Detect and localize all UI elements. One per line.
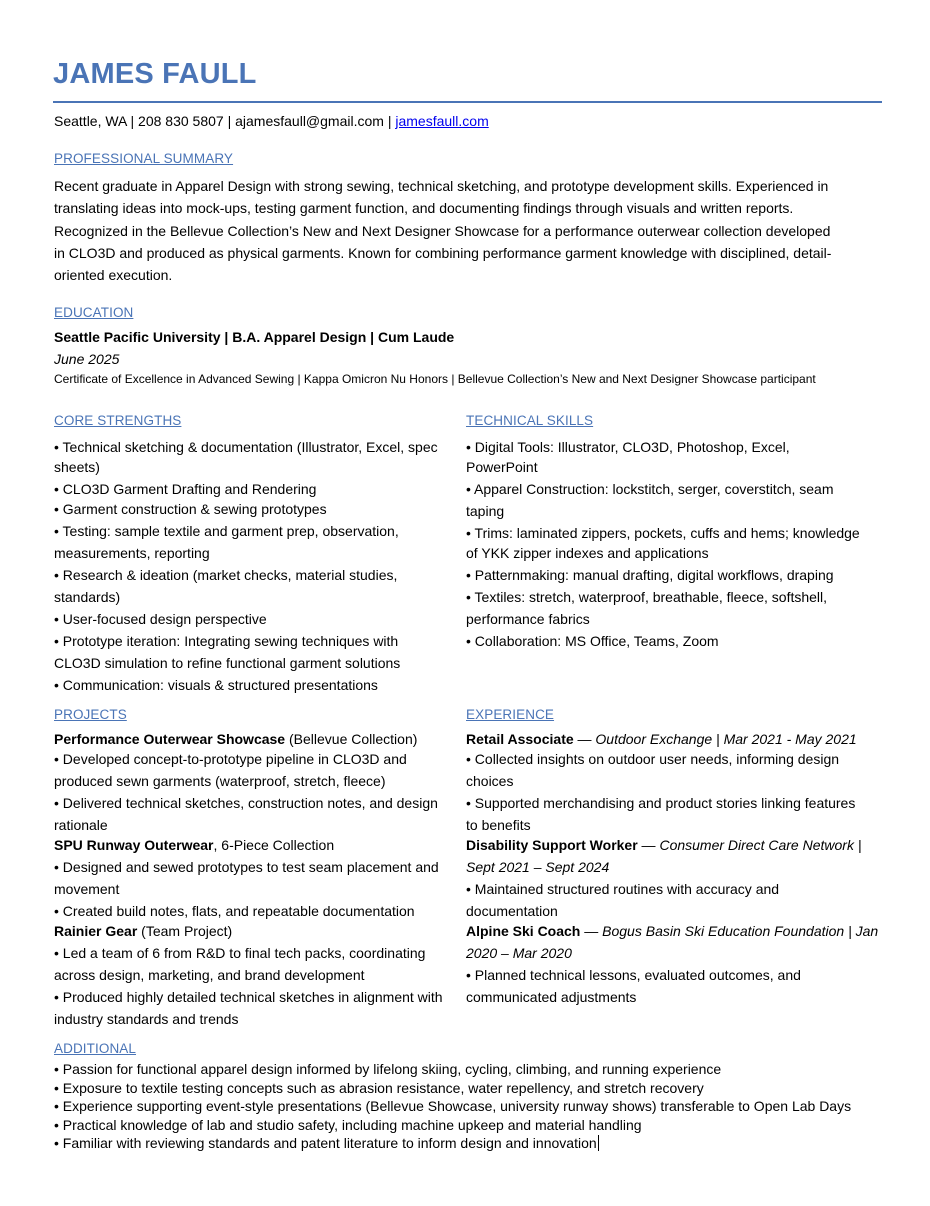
job-meta: Sept 2021 – Sept 2024 <box>466 859 610 875</box>
list-item: • Exposure to textile testing concepts such as abrasion resistance, water repellency, and stretch recovery <box>54 1079 704 1096</box>
list-item: • Technical sketching & documentation (Illustrator, Excel, spec <box>54 439 438 455</box>
list-item: measurements, reporting <box>54 545 210 561</box>
project-title-row <box>54 729 443 749</box>
job-title: Disability Support Worker <box>466 837 638 853</box>
list-item-text: • Familiar with reviewing standards and patent literature to inform design and innovation <box>54 1135 597 1151</box>
list-item: • Planned technical lessons, evaluated outcomes, and <box>466 967 801 983</box>
list-item: • Trims: laminated zippers, pockets, cuffs and hems; knowledge <box>466 525 860 541</box>
experience-list <box>466 729 878 1007</box>
job-meta: Outdoor Exchange | Mar 2021 - May 2021 <box>595 731 857 747</box>
list-item: • Apparel Construction: lockstitch, serger, coverstitch, seam <box>466 481 834 497</box>
list-item: • Textiles: stretch, waterproof, breathable, fleece, softshell, <box>466 589 828 605</box>
list-item: • Collaboration: MS Office, Teams, Zoom <box>466 633 719 649</box>
em-dash: — <box>637 837 660 853</box>
list-item: • Garment construction & sewing prototypes <box>54 501 327 517</box>
list-item: standards) <box>54 589 121 605</box>
list-item: • Testing: sample textile and garment prep, observation, <box>54 523 399 539</box>
em-dash: — <box>573 731 596 747</box>
list-item: PowerPoint <box>466 459 538 475</box>
education-date: June 2025 <box>54 351 120 367</box>
contact-separator: | <box>387 113 392 129</box>
core-strengths-list <box>54 437 438 695</box>
list-item: across design, marketing, and brand development <box>54 967 365 983</box>
contact-line <box>54 112 489 130</box>
list-item: • Developed concept-to-prototype pipeline in CLO3D and <box>54 751 407 767</box>
list-item: • Delivered technical sketches, construction notes, and design <box>54 795 438 811</box>
list-item: • Maintained structured routines with accuracy and <box>466 881 780 897</box>
list-item: • Experience supporting event-style presentations (Bellevue Showcase, university runway shows) transferable to Open Lab Days <box>54 1098 852 1114</box>
list-item: movement <box>54 881 120 897</box>
list-item: • Supported merchandising and product stories linking features <box>466 795 856 811</box>
list-item: • User-focused design perspective <box>54 611 267 627</box>
list-item: • Practical knowledge of lab and studio safety, including machine upkeep and material handling <box>54 1116 642 1133</box>
job-meta: Bogus Basin Ski Education Foundation | Jan <box>602 923 879 939</box>
list-item: • Patternmaking: manual drafting, digital workflows, draping <box>466 567 834 583</box>
text-cursor <box>598 1135 599 1151</box>
project-title: Performance Outerwear Showcase <box>54 731 286 747</box>
list-item: CLO3D simulation to refine functional garment solutions <box>54 655 401 671</box>
list-item: • Digital Tools: Illustrator, CLO3D, Photoshop, Excel, <box>466 439 790 455</box>
list-item: • Led a team of 6 from R&D to final tech packs, coordinating <box>54 945 426 961</box>
summary-line: in CLO3D and produced as physical garments. Known for combining performance garment knowledge with disciplined, detail- <box>54 244 832 261</box>
summary-line: oriented execution. <box>54 267 173 284</box>
project-title-row <box>54 835 443 855</box>
list-item: communicated adjustments <box>466 989 637 1005</box>
header-divider <box>53 101 882 103</box>
list-item: • Passion for functional apparel design informed by lifelong skiing, cycling, climbing, and running experience <box>54 1061 722 1077</box>
list-item: • Designed and sewed prototypes to test seam placement and <box>54 859 439 875</box>
contact-separator: | <box>130 113 135 129</box>
education-school: Seattle Pacific University | B.A. Apparel Design | Cum Laude <box>54 329 455 345</box>
summary-line: translating ideas into mock-ups, testing garment function, and documenting findings through visuals and written reports. <box>54 200 794 217</box>
list-item: to benefits <box>466 817 531 833</box>
list-item: produced sewn garments (waterproof, stretch, fleece) <box>54 773 386 789</box>
job-meta: 2020 – Mar 2020 <box>466 945 572 961</box>
website-link[interactable]: jamesfaull.com <box>395 113 489 129</box>
section-heading-technical-skills: TECHNICAL SKILLS <box>466 413 594 428</box>
additional-list <box>54 1060 851 1153</box>
section-heading-education: EDUCATION <box>54 305 134 320</box>
job-title: Retail Associate <box>466 731 574 747</box>
list-item: • Collected insights on outdoor user needs, informing design <box>466 751 840 767</box>
list-item: • Created build notes, flats, and repeatable documentation <box>54 903 415 919</box>
projects-list <box>54 729 443 1029</box>
summary-line: Recognized in the Bellevue Collection’s New and Next Designer Showcase for a performance outerwear collection developed <box>54 222 831 239</box>
job-meta: Consumer Direct Care Network | <box>659 837 862 853</box>
list-item: documentation <box>466 903 558 919</box>
section-heading-projects: PROJECTS <box>54 707 127 722</box>
summary-line: Recent graduate in Apparel Design with strong sewing, technical sketching, and prototype development skills. Experienced in <box>54 178 829 194</box>
contact-phone: 208 830 5807 <box>138 113 224 129</box>
list-item: taping <box>466 503 505 519</box>
list-item-last[interactable] <box>54 1134 851 1153</box>
list-item: • Research & ideation (market checks, material studies, <box>54 567 398 583</box>
em-dash: — <box>580 923 603 939</box>
list-item: industry standards and trends <box>54 1011 239 1027</box>
job-title-row <box>466 835 878 855</box>
candidate-name: JAMES FAULL <box>53 58 257 90</box>
job-title-row <box>466 921 878 941</box>
list-item: • CLO3D Garment Drafting and Rendering <box>54 481 317 497</box>
list-item: choices <box>466 773 514 789</box>
list-item: sheets) <box>54 459 100 475</box>
contact-separator: | <box>227 113 232 129</box>
project-subtitle: (Team Project) <box>137 923 233 939</box>
list-item: performance fabrics <box>466 611 590 627</box>
project-title-row <box>54 921 443 941</box>
section-heading-experience: EXPERIENCE <box>466 707 555 722</box>
project-subtitle: , 6-Piece Collection <box>213 837 335 853</box>
list-item: • Prototype iteration: Integrating sewing techniques with <box>54 633 399 649</box>
education-honors: Certificate of Excellence in Advanced Sewing | Kappa Omicron Nu Honors | Bellevue Collection’s New and Next Designer Showcase participant <box>54 372 816 386</box>
section-heading-core-strengths: CORE STRENGTHS <box>54 413 182 428</box>
technical-skills-list <box>466 437 860 651</box>
contact-location: Seattle, WA <box>54 113 127 129</box>
list-item: • Communication: visuals & structured presentations <box>54 677 378 693</box>
project-title: Rainier Gear <box>54 923 138 939</box>
project-subtitle: (Bellevue Collection) <box>285 731 418 747</box>
list-item: • Produced highly detailed technical sketches in alignment with <box>54 989 443 1005</box>
project-title: SPU Runway Outerwear <box>54 837 214 853</box>
professional-summary <box>54 175 884 286</box>
list-item: of YKK zipper indexes and applications <box>466 545 709 561</box>
list-item: rationale <box>54 817 108 833</box>
job-title: Alpine Ski Coach <box>466 923 581 939</box>
section-heading-summary: PROFESSIONAL SUMMARY <box>54 151 234 166</box>
section-heading-additional: ADDITIONAL <box>54 1041 137 1056</box>
contact-email: ajamesfaull@gmail.com <box>235 113 384 129</box>
job-title-row <box>466 729 878 749</box>
